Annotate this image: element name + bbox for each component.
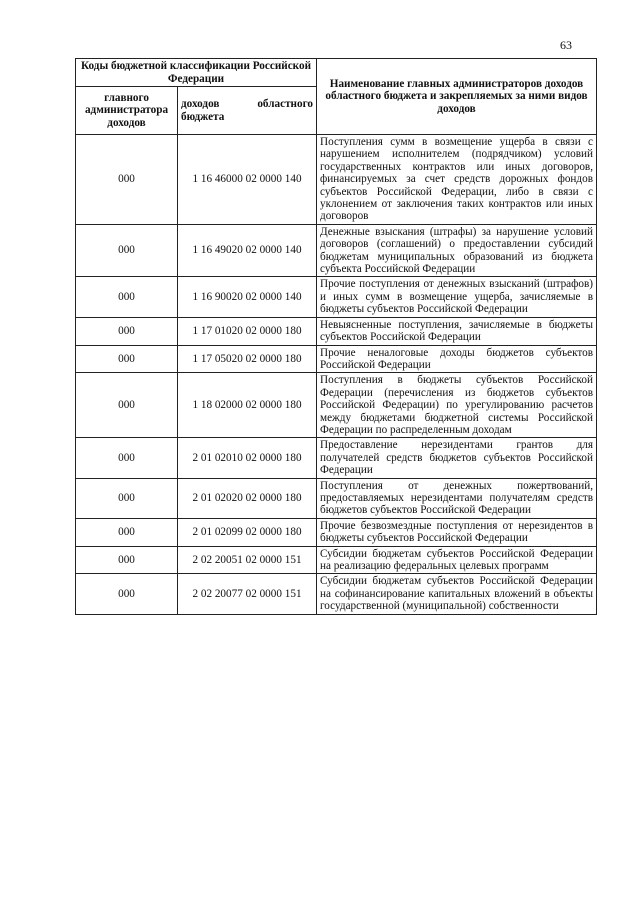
- revenue-name-cell: Денежные взыскания (штрафы) за нарушение условий договоров (соглашений) о предоставлении субсидий бюджетам муниципальных образований из бюджета субъекта Российской Федерации: [317, 224, 597, 277]
- page-number: 63: [560, 38, 572, 52]
- revenue-name-cell: Поступления от денежных пожертвований, предоставляемых нерезидентами получателям средств бюджетов субъектов Российской Федерации: [317, 478, 597, 518]
- revenue-name-cell: Поступления в бюджеты субъектов Российской Федерации (перечисления из бюджетов субъектов Российской Федерации) по урегулированию расчетов между бюджетами бюджетной системы Российской Федерации по распределенным доходам: [317, 373, 597, 438]
- admin-code-cell: 000: [76, 345, 178, 373]
- admin-code-cell: 000: [76, 277, 178, 317]
- revenue-name-cell: Предоставление нерезидентами грантов для получателей средств бюджетов субъектов Российской Федерации: [317, 438, 597, 478]
- revenue-name-cell: Поступления сумм в возмещение ущерба в связи с нарушением исполнителем (подрядчиком) условий государственных контрактов или иных договоров, финансируемых за счет средств дорожных фондов субъектов Российской Федерации, либо в связи с уклонением от заключения таких контрактов или иных договоров: [317, 135, 597, 225]
- admin-code-cell: 000: [76, 224, 178, 277]
- admin-code-cell: 000: [76, 478, 178, 518]
- table-row: [76, 518, 597, 546]
- revenue-code-cell: 2 01 02099 02 0000 180: [178, 518, 317, 546]
- table-row: [76, 574, 597, 614]
- revenue-code-cell: 2 01 02020 02 0000 180: [178, 478, 317, 518]
- revenue-code-cell: 2 01 02010 02 0000 180: [178, 438, 317, 478]
- admin-code-cell: 000: [76, 373, 178, 438]
- revenue-name-cell: Субсидии бюджетам субъектов Российской Федерации на реализацию федеральных целевых программ: [317, 546, 597, 574]
- table-body: [76, 135, 597, 615]
- revenue-code-cell: 2 02 20051 02 0000 151: [178, 546, 317, 574]
- admin-code-cell: 000: [76, 317, 178, 345]
- header-codes-group: Коды бюджетной классификации Российской Федерации: [76, 59, 317, 87]
- revenue-name-cell: Прочие неналоговые доходы бюджетов субъектов Российской Федерации: [317, 345, 597, 373]
- revenue-code-cell: 1 16 46000 02 0000 140: [178, 135, 317, 225]
- header-admin-column: главного администратора доходов: [76, 87, 178, 135]
- admin-code-cell: 000: [76, 518, 178, 546]
- header-name-column: Наименование главных администраторов доходов областного бюджета и закрепляемых за ними видов доходов: [317, 59, 597, 135]
- table-row: [76, 135, 597, 225]
- revenue-code-cell: 1 16 90020 02 0000 140: [178, 277, 317, 317]
- revenue-code-cell: 2 02 20077 02 0000 151: [178, 574, 317, 614]
- revenue-code-cell: 1 17 05020 02 0000 180: [178, 345, 317, 373]
- revenue-code-cell: 1 18 02000 02 0000 180: [178, 373, 317, 438]
- admin-code-cell: 000: [76, 574, 178, 614]
- table-row: [76, 438, 597, 478]
- table-row: [76, 224, 597, 277]
- revenue-name-cell: Субсидии бюджетам субъектов Российской Федерации на софинансирование капитальных вложений в объекты государственной (муниципальной) собственности: [317, 574, 597, 614]
- table-row: [76, 277, 597, 317]
- admin-code-cell: 000: [76, 546, 178, 574]
- table-row: [76, 546, 597, 574]
- budget-classification-table: [75, 58, 597, 615]
- header-revenue-column: доходов областного бюджета: [178, 87, 317, 135]
- revenue-name-cell: Невыясненные поступления, зачисляемые в бюджеты субъектов Российской Федерации: [317, 317, 597, 345]
- revenue-code-cell: 1 16 49020 02 0000 140: [178, 224, 317, 277]
- table-row: [76, 373, 597, 438]
- admin-code-cell: 000: [76, 438, 178, 478]
- revenue-name-cell: Прочие безвозмездные поступления от нерезидентов в бюджеты субъектов Российской Федерации: [317, 518, 597, 546]
- revenue-code-cell: 1 17 01020 02 0000 180: [178, 317, 317, 345]
- admin-code-cell: 000: [76, 135, 178, 225]
- revenue-name-cell: Прочие поступления от денежных взысканий (штрафов) и иных сумм в возмещение ущерба, зачисляемые в бюджеты субъектов Российской Федерации: [317, 277, 597, 317]
- table-row: [76, 345, 597, 373]
- table-row: [76, 478, 597, 518]
- table-row: [76, 317, 597, 345]
